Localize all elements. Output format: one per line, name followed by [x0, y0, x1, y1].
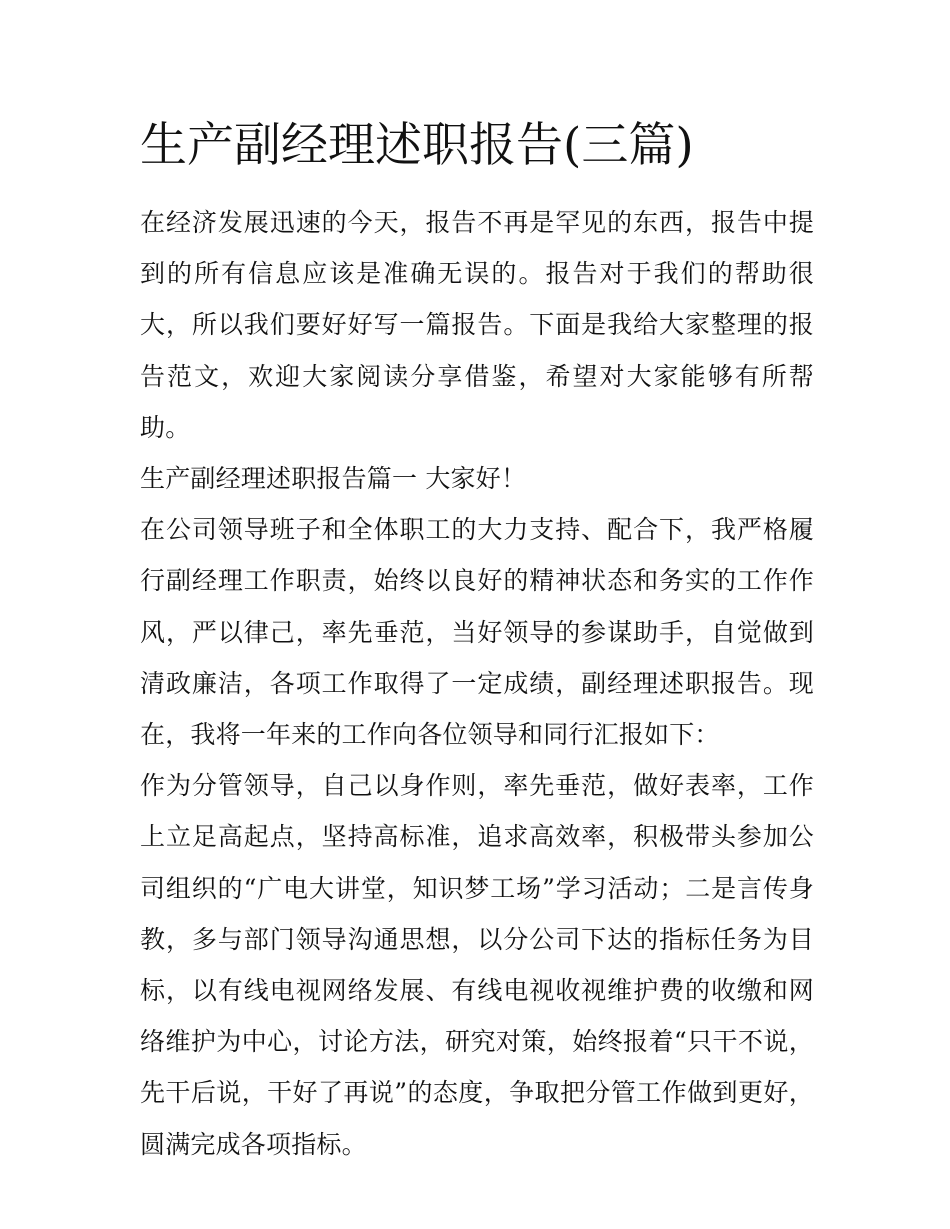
- document-body: [140, 197, 814, 1170]
- intro-paragraph: 在经济发展迅速的今天，报告不再是罕见的东西，报告中提到的所有信息应该是准确无误的。报告对于我们的帮助很大，所以我们要好好写一篇报告。下面是我给大家整理的报告范文，欢迎大家阅读分享借鉴，希望对大家能够有所帮助。: [140, 208, 814, 442]
- body-paragraph: 作为分管领导，自己以身作则，率先垂范，做好表率，工作上立足高起点，坚持高标准，追求高效率，积极带头参加公司组织的“广电大讲堂，知识梦工场”学习活动；二是言传身教，多与部门领导沟通思想，以分公司下达的指标任务为目标，以有线电视网络发展、有线电视收视维护费的收缴和网络维护为中心，讨论方法，研究对策，始终报着“只干不说，先干后说，干好了再说”的态度，争取把分管工作做到更好，圆满完成各项指标。: [140, 771, 814, 1159]
- section-heading-paragraph: 生产副经理述职报告篇一 大家好！: [140, 464, 527, 494]
- document-title: 生产副经理述职报告(三篇): [140, 118, 694, 173]
- body-paragraph: 在公司领导班子和全体职工的大力支持、配合下，我严格履行副经理工作职责，始终以良好的精神状态和务实的工作作风，严以律己，率先垂范，当好领导的参谋助手，自觉做到清政廉洁，各项工作取得了一定成绩，副经理述职报告。现在，我将一年来的工作向各位领导和同行汇报如下：: [140, 515, 814, 750]
